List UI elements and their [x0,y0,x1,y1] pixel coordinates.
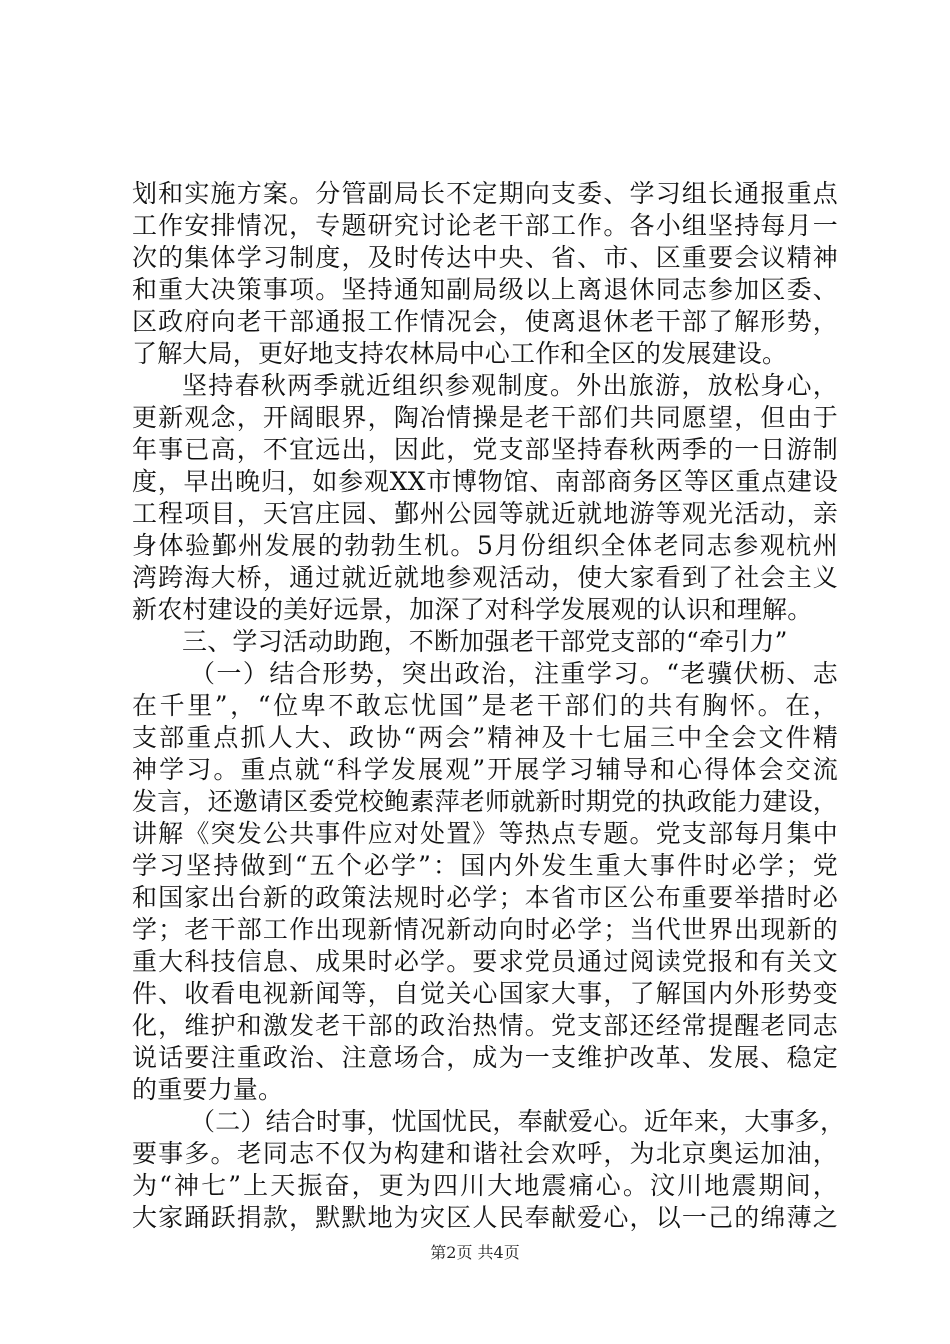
text-line: 更新观念，开阔眼界，陶冶情操是老干部们共同愿望，但由于 [132,403,838,432]
paragraph-start-line: 坚持春秋两季就近组织参观制度。外出旅游，放松身心， [182,371,838,400]
paragraph-start-line: （一）结合形势，突出政治，注重学习。“老骥伏枥、志 [190,659,838,688]
text-line: 神学习。重点就“科学发展观”开展学习辅导和心得体会交流 [132,755,838,784]
text-line: 工作安排情况，专题研究讨论老干部工作。各小组坚持每月一 [132,211,838,240]
section-heading: 三、学习活动助跑，不断加强老干部党支部的“牵引力” [182,627,788,656]
text-line: 年事已高，不宜远出，因此，党支部坚持春秋两季的一日游制 [132,435,838,464]
text-line: 要事多。老同志不仅为构建和谐社会欢呼，为北京奥运加油， [132,1139,838,1168]
text-line: 重大科技信息、成果时必学。要求党员通过阅读党报和有关文 [132,947,838,976]
text-line: 身体验鄞州发展的勃勃生机。5月份组织全体老同志参观杭州 [132,531,838,560]
text-line: 和国家出台新的政策法规时必学；本省市区公布重要举措时必 [132,883,838,912]
text-line: 发言，还邀请区委党校鲍素萍老师就新时期党的执政能力建设， [132,787,838,816]
text-line: 和重大决策事项。坚持通知副局级以上离退休同志参加区委、 [132,275,838,304]
text-line: 新农村建设的美好远景，加深了对科学发展观的认识和理解。 [132,595,813,624]
text-line: 说话要注重政治、注意场合，成为一支维护改革、发展、稳定 [132,1043,838,1072]
text-line: 次的集体学习制度，及时传达中央、省、市、区重要会议精神 [132,243,838,272]
text-line: 区政府向老干部通报工作情况会，使离退休老干部了解形势， [132,307,838,336]
text-line: 度，早出晚归，如参观XX市博物馆、南部商务区等区重点建设 [132,467,838,496]
text-line: 工程项目，天宫庄园、鄞州公园等就近就地游等观光活动，亲 [132,499,838,528]
text-line: 件、收看电视新闻等，自觉关心国家大事，了解国内外形势变 [132,979,838,1008]
paragraph-start-line: （二）结合时事，忧国忧民，奉献爱心。近年来，大事多， [190,1107,846,1136]
text-line: 大家踊跃捐款，默默地为灾区人民奉献爱心，以一己的绵薄之 [132,1203,838,1232]
text-line: 为“神七”上天振奋，更为四川大地震痛心。汶川地震期间， [132,1171,838,1200]
text-line: 学；老干部工作出现新情况新动向时必学；当代世界出现新的 [132,915,838,944]
text-line: 在千里”，“位卑不敢忘忧国”是老干部们的共有胸怀。在， [132,691,838,720]
page-number-footer: 第2页 共4页 [430,1243,520,1262]
text-line: 化，维护和激发老干部的政治热情。党支部还经常提醒老同志 [132,1011,838,1040]
text-line: 的重要力量。 [132,1075,284,1104]
text-line: 湾跨海大桥，通过就近就地参观活动，使大家看到了社会主义 [132,563,838,592]
text-line: 支部重点抓人大、政协“两会”精神及十七届三中全会文件精 [132,723,838,752]
body-text [132,178,846,1234]
text-line: 讲解《突发公共事件应对处置》等热点专题。党支部每月集中 [132,819,838,848]
text-line: 学习坚持做到“五个必学”：国内外发生重大事件时必学；党 [132,851,838,880]
text-line: 了解大局，更好地支持农林局中心工作和全区的发展建设。 [132,339,788,368]
text-line: 划和实施方案。分管副局长不定期向支委、学习组长通报重点 [132,179,838,208]
